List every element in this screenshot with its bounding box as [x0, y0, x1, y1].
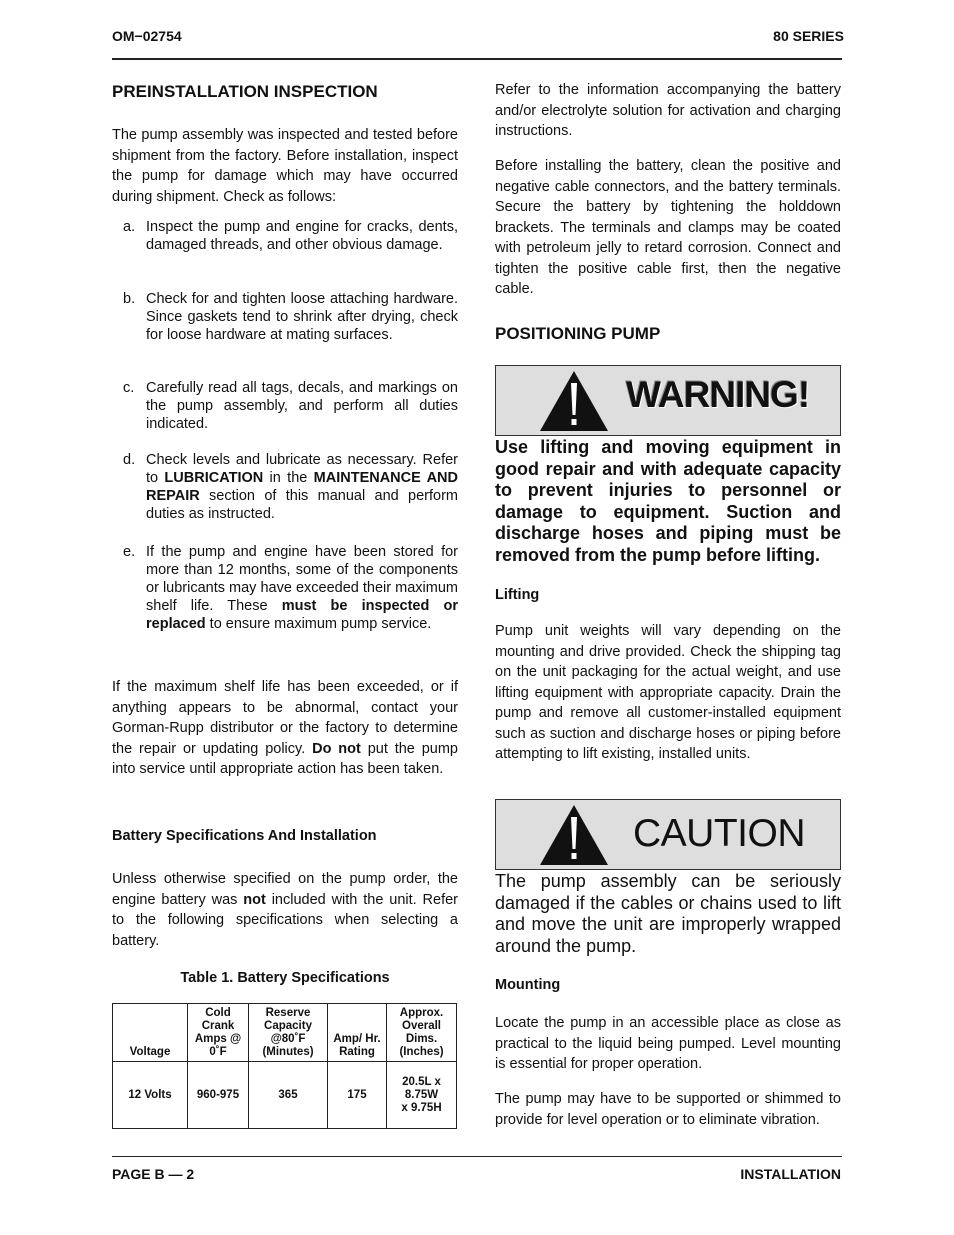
emphasis-text: must be inspected or replaced: [146, 598, 458, 632]
header-cold-crank: Cold Crank Amps @ 0˚F: [188, 1004, 249, 1062]
warning-banner: [495, 365, 841, 436]
preinstallation-intro: The pump assembly was inspected and tested before shipment from the factory. Before installation, inspect the pump for damage which may have occurred during shipment. Check as follows:: [112, 127, 458, 205]
maintenance-ref: MAINTENANCE AND REPAIR: [146, 470, 458, 504]
lifting-title: Lifting: [495, 587, 540, 603]
table-row: [113, 1062, 457, 1129]
preinstallation-title: PREINSTALLATION INSPECTION: [112, 82, 378, 101]
list-item-d: [112, 451, 458, 523]
list-marker: b.: [123, 291, 136, 307]
header-dimensions: Approx. Overall Dims. (Inches): [387, 1004, 457, 1062]
header-reserve-capacity: Reserve Capacity @80˚F (Minutes): [249, 1004, 328, 1062]
warning-label: WARNING!: [626, 374, 810, 415]
table-header-row: [113, 1004, 457, 1062]
cell-voltage: 12 Volts: [113, 1062, 188, 1129]
list-marker: c.: [123, 380, 135, 396]
document-number: OM−02754: [112, 28, 182, 44]
warning-triangle-icon: [538, 369, 610, 433]
do-not-emphasis: Do not: [312, 740, 361, 757]
battery-section-title: Battery Specifications And Installation: [112, 828, 377, 844]
list-marker: e.: [123, 544, 136, 560]
section-name: INSTALLATION: [740, 1166, 841, 1182]
list-item-b: [112, 290, 458, 344]
caution-text: The pump assembly can be seriously damaged if the cables or chains used to lift and move the unit are improperly wrapped around the pump.: [495, 871, 841, 956]
list-item-e: [112, 543, 458, 633]
battery-paragraph: Unless otherwise specified on the pump order, the engine battery was not included with the unit. Refer to the following specifications when selecting a battery.: [112, 871, 459, 949]
positioning-title: POSITIONING PUMP: [495, 324, 661, 343]
cell-reserve-capacity: 365: [249, 1062, 328, 1129]
list-item-text: Check levels and lubricate as necessary. Refer to LUBRICATION in the MAINTENANCE AND REPAIR section of this manual and perform duties as instructed.: [146, 452, 458, 522]
list-item-text: If the pump and engine have been stored for more than 12 months, some of the components or lubricants may have exceeded their maximum shelf life. These must be inspected or replaced to ensure maximum pump service.: [146, 544, 458, 632]
list-item-c: [112, 379, 458, 433]
shelf-life-paragraph: If the maximum shelf life has been exceeded, or if anything appears to be abnormal, contact your Gorman-Rupp distributor or the factory to determine the repair or updating policy. Do not put the pump into service until appropriate action has been taken.: [112, 679, 458, 777]
refer-paragraph: Refer to the information accompanying the battery and/or electrolyte solution for activation and charging instructions.: [495, 82, 841, 139]
lubrication-ref: LUBRICATION: [164, 470, 264, 486]
table-caption: Table 1. Battery Specifications: [180, 970, 390, 986]
list-marker: a.: [123, 219, 136, 235]
cell-cold-crank: 960-975: [188, 1062, 249, 1129]
footer-rule: [112, 1156, 842, 1157]
battery-install-paragraph: Before installing the battery, clean the positive and negative cable connectors, and the battery terminals. Secure the battery by tightening the holddown brackets. The terminals and clamps may be coated with petroleum jelly to retard corrosion. Connect and tighten the positive cable first, then the negative cable.: [495, 158, 841, 297]
lifting-paragraph: Pump unit weights will vary depending on the mounting and drive provided. Check the shipping tag on the unit packaging for the actual weight, and use lifting equipment with appropriate capacity. Drain the pump and remove all customer-installed equipment such as suction and discharge hoses or piping before attempting to lift existing, installed units.: [495, 623, 841, 762]
header-voltage: Voltage: [113, 1004, 188, 1062]
not-emphasis: not: [243, 891, 266, 908]
caution-banner: [495, 799, 841, 870]
cell-dimensions: 20.5L x 8.75W x 9.75H: [387, 1062, 457, 1129]
list-item-text: Carefully read all tags, decals, and markings on the pump assembly, and perform all duties indicated.: [146, 380, 458, 432]
caution-label: CAUTION: [633, 812, 805, 855]
caution-triangle-icon: [538, 803, 610, 867]
mounting-paragraph-1: Locate the pump in an accessible place as close as practical to the liquid being pumped. Level mounting is essential for proper operation.: [495, 1015, 841, 1072]
series-label: 80 SERIES: [773, 28, 844, 44]
page-number: PAGE B — 2: [112, 1166, 195, 1182]
warning-text: Use lifting and moving equipment in good repair and with adequate capacity to prevent injuries to personnel or damage to equipment. Suction and discharge hoses and piping must be removed from the pump before lifting.: [495, 437, 841, 565]
mounting-paragraph-2: The pump may have to be supported or shimmed to provide for level operation or to eliminate vibration.: [495, 1091, 841, 1128]
list-item-text: Inspect the pump and engine for cracks, dents, damaged threads, and other obvious damage.: [146, 219, 458, 253]
battery-spec-table: [112, 1003, 457, 1129]
mounting-title: Mounting: [495, 977, 561, 993]
header-rule: [112, 58, 842, 60]
header-amp-hr: Amp/ Hr. Rating: [328, 1004, 387, 1062]
list-item-a: [112, 218, 458, 254]
list-item-text: Check for and tighten loose attaching hardware. Since gaskets tend to shrink after drying, check for loose hardware at mating surfaces.: [146, 291, 458, 343]
cell-amp-hr: 175: [328, 1062, 387, 1129]
list-marker: d.: [123, 452, 136, 468]
